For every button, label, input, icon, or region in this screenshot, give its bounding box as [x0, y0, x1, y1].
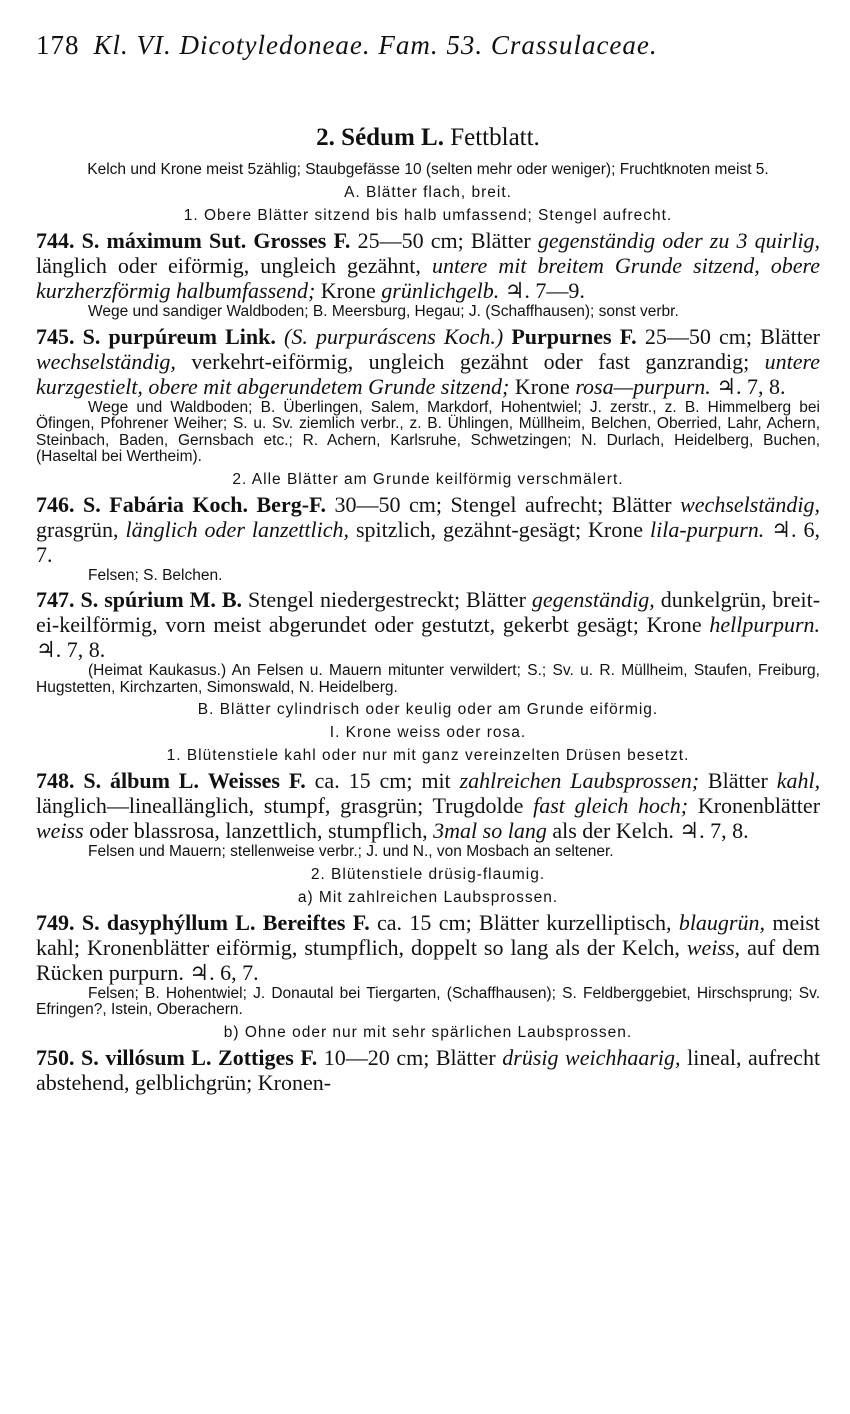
genus-name: Sédum L.	[341, 124, 444, 151]
species-746	[36, 492, 820, 567]
species-text-italic: lila-purpurn.	[650, 516, 765, 542]
species-text: länglich—lineallänglich, stumpf, grasgrün; Trugdolde	[36, 793, 524, 818]
species-747	[36, 587, 820, 662]
species-common-name: Bereiftes F.	[262, 909, 370, 935]
species-text: 25—50 cm; Blätter	[357, 228, 531, 253]
species-common-name: Grosses F.	[253, 228, 351, 253]
species-name: S. Fabária Koch.	[83, 491, 248, 517]
genus-number: 2.	[316, 124, 335, 151]
key-BI2b: b) Ohne oder nur mit sehr spärlichen Laubsprossen.	[223, 1023, 633, 1041]
species-number: 748.	[36, 768, 75, 793]
key-A: A. Blätter flach, breit.	[344, 184, 512, 201]
genus-heading	[36, 124, 820, 156]
species-text-italic: blaugrün,	[678, 909, 765, 935]
running-head-text: Kl. VI. Dicotyledoneae. Fam. 53. Crassulaceae.	[93, 30, 658, 60]
species-text-italic: zahlreichen Laubsprossen;	[459, 768, 700, 793]
distribution-text: Wege und Waldboden; B. Überlingen, Salem, Markdorf, Hohentwiel; J. zerstr., z. B. Himmelberg bei Öfingen, Pfohrener Weiher; S. u. Sv. ziemlich verbr., z. B. Ühlingen, Müllheim, Belchen, Oberried, Lahr, Achern, Steinbach, Baden, Gernsbach etc.; R. Achern, Karlsruhe, Schwetzingen; N. Durlach, Heidelberg, Buchen, (Haseltal bei Wertheim).	[36, 398, 820, 465]
distribution-text: Felsen und Mauern; stellenweise verbr.; J. und N., von Mosbach an seltener.	[88, 843, 614, 860]
species-text: ca. 15 cm; mit	[314, 768, 451, 793]
key-A2: 2. Alle Blätter am Grunde keilförmig verschmälert.	[232, 470, 624, 488]
distribution-748	[36, 844, 820, 861]
species-text-italic: weiss,	[686, 934, 741, 960]
species-name: S. álbum L.	[83, 768, 199, 793]
species-text-italic: gegenständig,	[531, 587, 655, 612]
distribution-747	[36, 663, 820, 696]
species-text-italic: 3mal so lang	[433, 818, 547, 843]
species-name: S. purpúreum Link.	[82, 323, 276, 349]
distribution-text: Felsen; S. Belchen.	[88, 566, 223, 584]
species-text: ♃. 7, 8.	[36, 637, 106, 662]
species-text: verkehrt-eiförmig, ungleich gezähnt oder fast ganzrandig;	[191, 348, 750, 374]
species-common-name: Weisses F.	[207, 768, 306, 793]
species-text: Kronenblätter	[697, 793, 821, 818]
species-text-italic: untere kurzgestielt, obere mit abgerundetem Grunde sitzend;	[36, 348, 821, 399]
species-text: länglich oder eiförmig, ungleich gezähnt,	[36, 253, 421, 278]
distribution-text: Wege und sandiger Waldboden; B. Meersburg, Hegau; J. (Schaffhausen); sonst verbr.	[88, 303, 679, 320]
key-BI1: 1. Blütenstiele kahl oder nur mit ganz vereinzelten Drüsen besetzt.	[166, 747, 690, 764]
species-text-italic: rosa—purpurn.	[575, 373, 711, 399]
species-text-italic: grünlichgelb.	[381, 278, 500, 303]
distribution-745	[36, 400, 820, 466]
species-text-italic: gegenständig oder zu 3 quirlig,	[537, 228, 821, 253]
genus-common-name: Fettblatt.	[450, 124, 540, 151]
species-744	[36, 228, 820, 303]
species-name: S. máximum Sut.	[81, 228, 247, 253]
species-749	[36, 910, 820, 985]
species-text-italic: länglich oder lanzettlich,	[125, 516, 350, 542]
species-common-name: Purpurnes F.	[511, 323, 637, 349]
species-text: Stengel niedergestreckt; Blätter	[248, 587, 526, 612]
species-number: 750.	[36, 1044, 75, 1070]
species-text: 25—50 cm; Blätter	[644, 323, 820, 349]
species-common-name: Zottiges F.	[218, 1044, 318, 1070]
running-head	[36, 30, 820, 70]
distribution-749	[36, 986, 820, 1019]
species-text-italic: kahl,	[776, 768, 821, 793]
key-B: B. Blätter cylindrisch oder keulig oder am Grunde eiförmig.	[197, 701, 659, 718]
species-text: 10—20 cm; Blätter	[323, 1044, 496, 1070]
page	[36, 30, 820, 1095]
species-number: 749.	[36, 909, 75, 935]
species-text-italic: weiss	[36, 818, 84, 843]
species-name: S. villósum L.	[81, 1044, 212, 1070]
key-BI2a: a) Mit zahlreichen Laubsprossen.	[297, 888, 559, 906]
species-common-name: Berg-F.	[256, 491, 326, 517]
species-text: lineal, aufrecht abstehend, gelblichgrün; Kronen-	[36, 1044, 821, 1095]
species-number: 744.	[36, 228, 75, 253]
distribution-text: Felsen; B. Hohentwiel; J. Donautal bei Tiergarten, (Schaffhausen); S. Feldberggebiet, Hirschsprung; Sv. Efringen?, Istein, Oberachern.	[36, 984, 820, 1018]
species-text: spitzlich, gezähnt-gesägt; Krone	[356, 516, 644, 542]
species-text: dunkelgrün, breit-ei-keilförmig, vorn meist abgerundet oder gestutzt, gekerbt gesägt; Krone	[36, 587, 821, 637]
distribution-746	[36, 568, 820, 585]
species-745	[36, 324, 820, 399]
species-text-italic: wechselständig,	[680, 491, 821, 517]
species-number: 747.	[36, 587, 75, 612]
species-text-italic: wechselständig,	[36, 348, 176, 374]
page-number: 178	[36, 30, 80, 60]
species-text: Krone	[514, 373, 570, 399]
species-text: auf dem Rücken purpurn. ♃. 6, 7.	[36, 934, 821, 985]
key-BI2: 2. Blütenstiele drüsig-flaumig.	[310, 865, 546, 883]
species-text-italic: hellpurpurn.	[709, 612, 821, 637]
distribution-744	[36, 304, 820, 321]
species-748	[36, 768, 820, 843]
distribution-text: (Heimat Kaukasus.) An Felsen u. Mauern mitunter verwildert; S.; Sv. u. R. Müllheim, Staufen, Freiburg, Hugstetten, Kirchzarten, Simonswald, N. Heidelberg.	[36, 662, 820, 696]
species-name: S. dasyphýllum L.	[81, 909, 256, 935]
species-text-italic: untere mit breitem Grunde sitzend, obere kurzherzförmig halbumfassend;	[36, 253, 820, 303]
species-text-italic: drüsig weichhaarig,	[502, 1044, 681, 1070]
species-text: als der Kelch. ♃. 7, 8.	[552, 818, 749, 843]
species-750	[36, 1045, 820, 1095]
species-text: 30—50 cm; Stengel aufrecht; Blätter	[334, 491, 672, 517]
species-text: ♃. 7—9.	[504, 278, 585, 303]
species-synonym: (S. purpuráscens Koch.)	[284, 323, 504, 349]
species-number: 746.	[36, 491, 75, 517]
species-text: ca. 15 cm; Blätter kurzelliptisch,	[377, 909, 672, 935]
species-text-italic: fast gleich hoch;	[533, 793, 689, 818]
species-text: ♃. 7, 8.	[716, 373, 786, 399]
species-name: S. spúrium M. B.	[80, 587, 243, 612]
species-text: grasgrün,	[36, 516, 119, 542]
species-text: meist kahl; Kronenblätter eiförmig, stumpflich, doppelt so lang als der Kelch,	[36, 909, 820, 960]
species-number: 745.	[36, 323, 75, 349]
species-text: Blätter	[707, 768, 768, 793]
species-text: Krone	[320, 278, 376, 303]
key-BI: I. Krone weiss oder rosa.	[329, 724, 527, 741]
genus-description: Kelch und Krone meist 5zählig; Staubgefässe 10 (selten mehr oder weniger); Fruchtknoten meist 5.	[87, 161, 769, 178]
species-text: oder blassrosa, lanzettlich, stumpflich,	[89, 818, 428, 843]
key-A1: 1. Obere Blätter sitzend bis halb umfassend; Stengel aufrecht.	[183, 207, 673, 224]
species-text: ♃. 6, 7.	[36, 516, 820, 567]
